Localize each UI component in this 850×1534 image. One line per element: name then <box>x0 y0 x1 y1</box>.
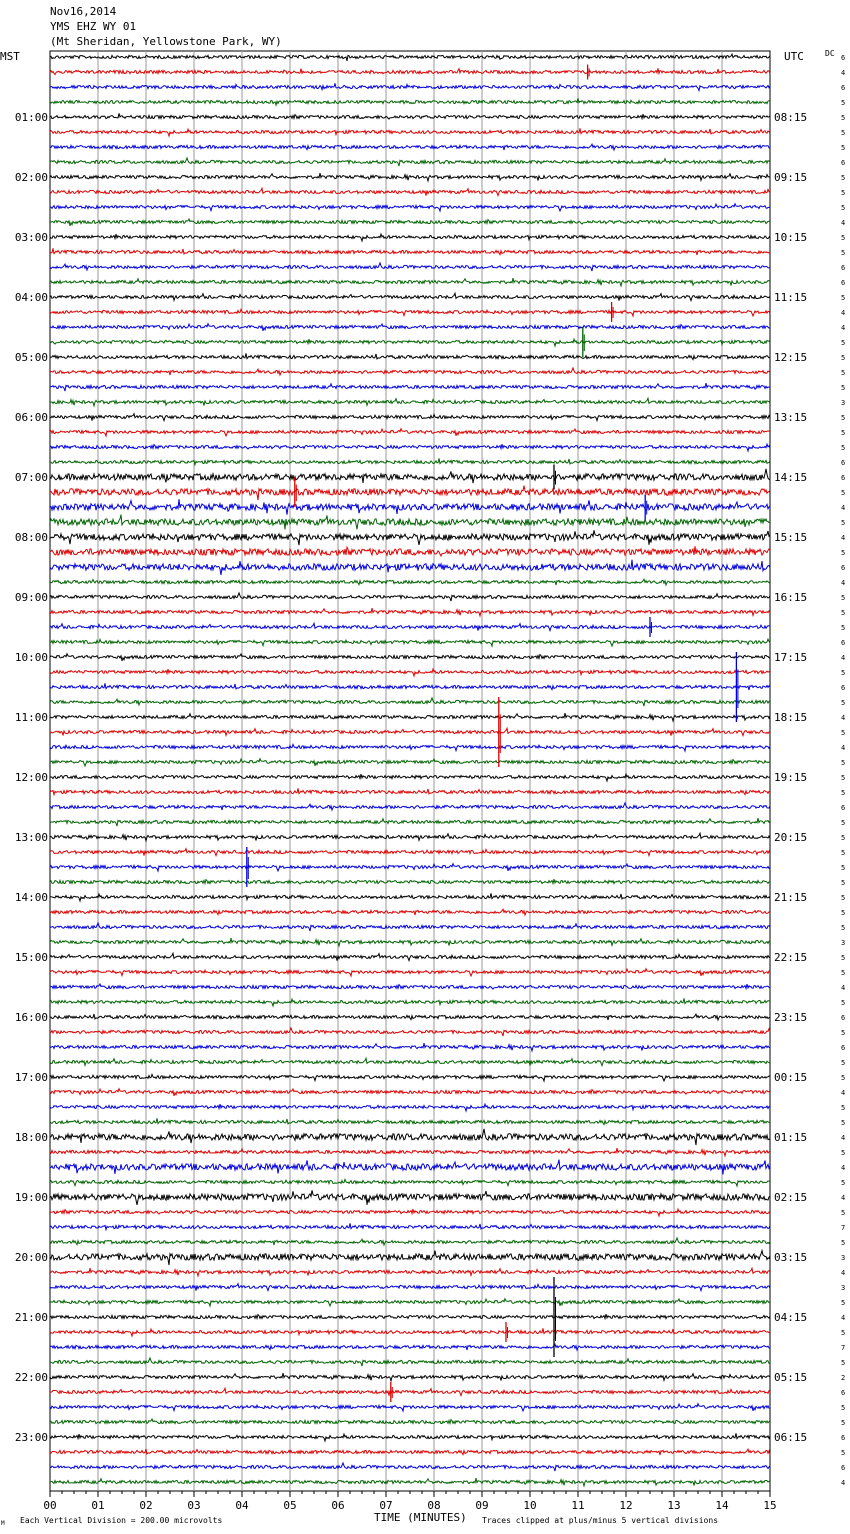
dc-offset-label: 6 <box>841 54 846 62</box>
dc-offset-label: 4 <box>841 534 846 542</box>
right-hour-label: 18:15 <box>774 711 808 724</box>
dc-offset-label: 5 <box>841 1104 846 1112</box>
dc-offset-label: 5 <box>841 234 846 242</box>
left-hour-label: 06:00 <box>14 411 48 424</box>
left-hour-label: 19:00 <box>14 1191 48 1204</box>
dc-offset-label: 5 <box>841 1359 846 1367</box>
trace-row <box>50 204 770 211</box>
trace-row <box>50 248 770 255</box>
right-hour-label: 13:15 <box>774 411 808 424</box>
x-tick-label: 12 <box>619 1499 633 1512</box>
trace-row <box>50 953 770 960</box>
trace-row <box>50 429 770 436</box>
trace-row <box>50 1104 770 1111</box>
dc-offset-label: 6 <box>841 264 846 272</box>
trace-row <box>50 593 770 601</box>
dc-offset-label: 5 <box>841 519 846 527</box>
trace-row <box>50 293 770 300</box>
dc-offset-label: 6 <box>841 459 846 467</box>
left-hour-label: 09:00 <box>14 591 48 604</box>
left-hour-label: 05:00 <box>14 351 48 364</box>
trace-row <box>50 383 770 391</box>
x-tick-label: 01 <box>91 1499 105 1512</box>
trace-row <box>50 788 770 794</box>
trace-row <box>50 1028 770 1036</box>
dc-offset-label: 5 <box>841 384 846 392</box>
dc-offset-label: 5 <box>841 609 846 617</box>
trace-row <box>50 669 770 676</box>
dc-offset-label: 4 <box>841 504 846 512</box>
trace-row <box>50 833 770 841</box>
right-hour-label: 22:15 <box>774 951 808 964</box>
trace-row <box>50 1449 770 1455</box>
dc-offset-label: 4 <box>841 1164 846 1172</box>
location-label: (Mt Sheridan, Yellowstone Park, WY) <box>50 35 282 48</box>
dc-offset-label: 5 <box>841 1239 846 1247</box>
trace-row <box>50 728 770 735</box>
trace-row <box>50 219 770 226</box>
trace-row <box>50 458 770 464</box>
dc-offset-label: 5 <box>841 1149 846 1157</box>
dc-offset-label: 5 <box>841 549 846 557</box>
dc-offset-label: 7 <box>841 1344 846 1352</box>
left-hour-label: 01:00 <box>14 111 48 124</box>
dc-offset-label: 5 <box>841 174 846 182</box>
trace-row <box>50 818 770 826</box>
dc-offset-label: 4 <box>841 69 846 77</box>
trace-row <box>50 713 770 721</box>
dc-offset-label: 5 <box>841 144 846 152</box>
dc-offset-label: 5 <box>841 1029 846 1037</box>
right-hour-label: 19:15 <box>774 771 808 784</box>
x-tick-label: 07 <box>379 1499 393 1512</box>
scale-note: Each Vertical Division = 200.00 microvolts <box>20 1516 223 1525</box>
dc-offset-label: 6 <box>841 1044 846 1052</box>
dc-offset-label: 6 <box>841 564 846 572</box>
trace-row <box>50 469 770 483</box>
trace-row <box>50 1043 770 1051</box>
x-tick-label: 15 <box>763 1499 777 1512</box>
left-hour-label: 07:00 <box>14 471 48 484</box>
trace-row <box>50 1118 770 1124</box>
left-hour-label: 14:00 <box>14 891 48 904</box>
x-tick-label: 11 <box>571 1499 585 1512</box>
trace-row <box>50 1058 770 1065</box>
x-tick-label: 05 <box>283 1499 297 1512</box>
right-hour-label: 02:15 <box>774 1191 808 1204</box>
right-hour-label: 12:15 <box>774 351 808 364</box>
dc-offset-label: 5 <box>841 834 846 842</box>
right-hour-label: 00:15 <box>774 1071 808 1084</box>
right-hour-label: 06:15 <box>774 1431 808 1444</box>
dc-offset-label: 4 <box>841 579 846 587</box>
dc-offset-label: 5 <box>841 429 846 437</box>
dc-offset-label: 4 <box>841 309 846 317</box>
dc-offset-label: 5 <box>841 114 846 122</box>
left-hour-label: 15:00 <box>14 951 48 964</box>
dc-offset-label: 6 <box>841 1389 846 1397</box>
trace-row <box>50 1433 770 1441</box>
trace-row <box>50 1463 770 1471</box>
trace-row <box>50 1268 770 1276</box>
chart-labels <box>15 54 845 1512</box>
dc-offset-label: 6 <box>841 1464 846 1472</box>
dc-offset-label: 5 <box>841 339 846 347</box>
dc-offset-label: 4 <box>841 744 846 752</box>
station-label: YMS EHZ WY 01 <box>50 20 137 33</box>
dc-offset-label: 3 <box>841 1284 846 1292</box>
clip-note: Traces clipped at plus/minus 5 vertical divisions <box>482 1516 719 1525</box>
trace-row <box>50 938 770 946</box>
trace-row <box>50 173 770 181</box>
chart-traces <box>50 54 770 1486</box>
trace-row <box>50 530 770 545</box>
right-hour-label: 23:15 <box>774 1011 808 1024</box>
trace-row <box>50 83 770 90</box>
trace-row <box>50 1160 770 1175</box>
trace-row <box>50 444 770 451</box>
trace-row <box>50 893 770 901</box>
trace-row <box>50 759 770 766</box>
trace-row <box>50 414 770 421</box>
trace-row <box>50 398 770 406</box>
x-tick-label: 02 <box>139 1499 153 1512</box>
trace-row <box>50 54 770 61</box>
dc-offset-label: 5 <box>841 1074 846 1082</box>
dc-offset-label: 4 <box>841 1134 846 1142</box>
trace-row <box>50 1314 770 1319</box>
trace-row <box>50 278 770 286</box>
x-tick-label: 09 <box>475 1499 489 1512</box>
trace-row <box>50 324 770 331</box>
trace-row <box>50 1074 770 1081</box>
trace-row <box>50 923 770 931</box>
dc-offset-label: 5 <box>841 369 846 377</box>
trace-row <box>50 486 770 501</box>
trace-row <box>50 144 770 150</box>
trace-row <box>50 698 770 706</box>
dc-offset-label: 5 <box>841 249 846 257</box>
trace-row <box>50 1238 770 1245</box>
trace-row <box>50 1373 770 1381</box>
right-hour-label: 09:15 <box>774 171 808 184</box>
dc-offset-label: 4 <box>841 1194 846 1202</box>
left-hour-label: 17:00 <box>14 1071 48 1084</box>
trace-row <box>50 98 770 105</box>
dc-offset-label: 5 <box>841 1419 846 1427</box>
trace-row <box>50 969 770 976</box>
dc-offset-label: 4 <box>841 984 846 992</box>
dc-offset-label: 5 <box>841 414 846 422</box>
right-hour-label: 10:15 <box>774 231 808 244</box>
trace-row <box>50 339 770 346</box>
right-hour-label: 15:15 <box>774 531 808 544</box>
trace-row <box>50 1299 770 1306</box>
trace-row <box>50 1014 770 1020</box>
dc-offset-label: 6 <box>841 639 846 647</box>
x-tick-label: 04 <box>235 1499 249 1512</box>
trace-row <box>50 774 770 781</box>
dc-offset-label: 5 <box>841 999 846 1007</box>
left-hour-label: 21:00 <box>14 1311 48 1324</box>
dc-offset-label: 5 <box>841 354 846 362</box>
dc-label: DC <box>825 49 835 58</box>
dc-offset-label: 3 <box>841 399 846 407</box>
date-label: Nov16,2014 <box>50 5 117 18</box>
dc-offset-label: 6 <box>841 474 846 482</box>
trace-row <box>50 683 770 690</box>
dc-offset-label: 4 <box>841 714 846 722</box>
trace-row <box>50 1284 770 1291</box>
x-tick-label: 06 <box>331 1499 345 1512</box>
dc-offset-label: 7 <box>841 1224 846 1232</box>
trace-row <box>50 1251 770 1266</box>
trace-row <box>50 1328 770 1336</box>
dc-offset-label: 5 <box>841 954 846 962</box>
dc-offset-label: 3 <box>841 1254 846 1262</box>
trace-row <box>50 1358 770 1366</box>
trace-row <box>50 623 770 630</box>
trace-row <box>50 368 770 375</box>
dc-offset-label: 5 <box>841 894 846 902</box>
trace-row <box>50 984 770 989</box>
dc-offset-label: 6 <box>841 684 846 692</box>
dc-offset-label: 5 <box>841 759 846 767</box>
trace-row <box>50 1129 770 1145</box>
trace-row <box>50 1089 770 1096</box>
dc-offset-label: 5 <box>841 849 846 857</box>
x-tick-label: 08 <box>427 1499 441 1512</box>
dc-offset-label: 4 <box>841 1089 846 1097</box>
dc-offset-label: 5 <box>841 594 846 602</box>
trace-row <box>50 128 770 136</box>
left-hour-label: 12:00 <box>14 771 48 784</box>
right-timezone-label: UTC <box>784 50 804 63</box>
dc-offset-label: 5 <box>841 819 846 827</box>
dc-offset-label: 5 <box>841 969 846 977</box>
x-axis-title: TIME (MINUTES) <box>374 1511 467 1524</box>
dc-offset-label: 5 <box>841 789 846 797</box>
dc-offset-label: 4 <box>841 1269 846 1277</box>
dc-offset-label: 5 <box>841 1329 846 1337</box>
trace-row <box>50 1209 770 1216</box>
dc-offset-label: 4 <box>841 1479 846 1487</box>
dc-offset-label: 5 <box>841 1209 846 1217</box>
left-hour-label: 10:00 <box>14 651 48 664</box>
trace-row <box>50 353 770 359</box>
left-hour-label: 08:00 <box>14 531 48 544</box>
dc-offset-label: 6 <box>841 159 846 167</box>
right-hour-label: 16:15 <box>774 591 808 604</box>
dc-offset-label: 2 <box>841 1374 846 1382</box>
x-tick-label: 03 <box>187 1499 201 1512</box>
dc-offset-label: 5 <box>841 879 846 887</box>
dc-offset-label: 5 <box>841 129 846 137</box>
trace-row <box>50 864 770 871</box>
dc-offset-label: 5 <box>841 864 846 872</box>
right-hour-label: 17:15 <box>774 651 808 664</box>
trace-row <box>50 639 770 646</box>
trace-row <box>50 309 770 316</box>
trace-row <box>50 579 770 585</box>
trace-row <box>50 546 770 556</box>
dc-offset-label: 5 <box>841 294 846 302</box>
trace-row <box>50 803 770 810</box>
left-hour-label: 16:00 <box>14 1011 48 1024</box>
x-tick-label: 00 <box>43 1499 57 1512</box>
trace-row <box>50 234 770 241</box>
x-tick-label: 13 <box>667 1499 681 1512</box>
dc-offset-label: 5 <box>841 624 846 632</box>
left-hour-label: 02:00 <box>14 171 48 184</box>
dc-offset-label: 5 <box>841 909 846 917</box>
right-hour-label: 21:15 <box>774 891 808 904</box>
left-hour-label: 13:00 <box>14 831 48 844</box>
trace-row <box>50 654 770 661</box>
corner-mark: M <box>1 1520 5 1527</box>
trace-row <box>50 1148 770 1156</box>
left-hour-label: 20:00 <box>14 1251 48 1264</box>
right-hour-label: 20:15 <box>774 831 808 844</box>
dc-offset-label: 5 <box>841 444 846 452</box>
x-tick-label: 10 <box>523 1499 537 1512</box>
dc-offset-label: 4 <box>841 219 846 227</box>
dc-offset-label: 5 <box>841 1059 846 1067</box>
trace-row <box>50 113 770 119</box>
dc-offset-label: 5 <box>841 1404 846 1412</box>
dc-offset-label: 4 <box>841 1314 846 1322</box>
dc-offset-label: 5 <box>841 99 846 107</box>
right-hour-label: 01:15 <box>774 1131 808 1144</box>
left-timezone-label: MST <box>0 50 20 63</box>
trace-row <box>50 263 770 271</box>
left-hour-label: 03:00 <box>14 231 48 244</box>
dc-offset-label: 5 <box>841 1449 846 1457</box>
right-hour-label: 11:15 <box>774 291 808 304</box>
trace-row <box>50 1478 770 1486</box>
trace-row <box>50 1404 770 1411</box>
dc-offset-label: 5 <box>841 699 846 707</box>
x-tick-label: 14 <box>715 1499 729 1512</box>
dc-offset-label: 5 <box>841 204 846 212</box>
right-hour-label: 04:15 <box>774 1311 808 1324</box>
right-hour-label: 05:15 <box>774 1371 808 1384</box>
dc-offset-label: 6 <box>841 804 846 812</box>
dc-offset-label: 5 <box>841 189 846 197</box>
dc-offset-label: 6 <box>841 84 846 92</box>
left-hour-label: 23:00 <box>14 1431 48 1444</box>
trace-row <box>50 1190 770 1205</box>
trace-row <box>50 608 770 616</box>
left-hour-label: 04:00 <box>14 291 48 304</box>
dc-offset-label: 5 <box>841 1299 846 1307</box>
trace-row <box>50 188 770 195</box>
trace-row <box>50 744 770 751</box>
right-hour-label: 08:15 <box>774 111 808 124</box>
trace-row <box>50 1179 770 1186</box>
left-hour-label: 11:00 <box>14 711 48 724</box>
dc-offset-label: 6 <box>841 1434 846 1442</box>
trace-row <box>50 1223 770 1229</box>
trace-row <box>50 1344 770 1350</box>
trace-row <box>50 68 770 74</box>
trace-row <box>50 849 770 856</box>
dc-offset-label: 5 <box>841 729 846 737</box>
dc-offset-label: 5 <box>841 1179 846 1187</box>
trace-row <box>50 515 770 530</box>
trace-row <box>50 499 770 515</box>
dc-offset-label: 6 <box>841 279 846 287</box>
dc-offset-label: 4 <box>841 654 846 662</box>
dc-offset-label: 5 <box>841 669 846 677</box>
dc-offset-label: 4 <box>841 324 846 332</box>
dc-offset-label: 3 <box>841 939 846 947</box>
right-hour-label: 03:15 <box>774 1251 808 1264</box>
dc-offset-label: 5 <box>841 774 846 782</box>
dc-offset-label: 5 <box>841 489 846 497</box>
dc-offset-label: 6 <box>841 1014 846 1022</box>
trace-row <box>50 1388 770 1395</box>
left-hour-label: 22:00 <box>14 1371 48 1384</box>
trace-row <box>50 879 770 884</box>
trace-row <box>50 909 770 915</box>
trace-row <box>50 158 770 166</box>
left-hour-label: 18:00 <box>14 1131 48 1144</box>
dc-offset-label: 5 <box>841 1119 846 1127</box>
dc-offset-label: 5 <box>841 924 846 932</box>
trace-row <box>50 1419 770 1424</box>
right-hour-label: 14:15 <box>774 471 808 484</box>
trace-row <box>50 998 770 1006</box>
trace-row <box>50 560 770 575</box>
